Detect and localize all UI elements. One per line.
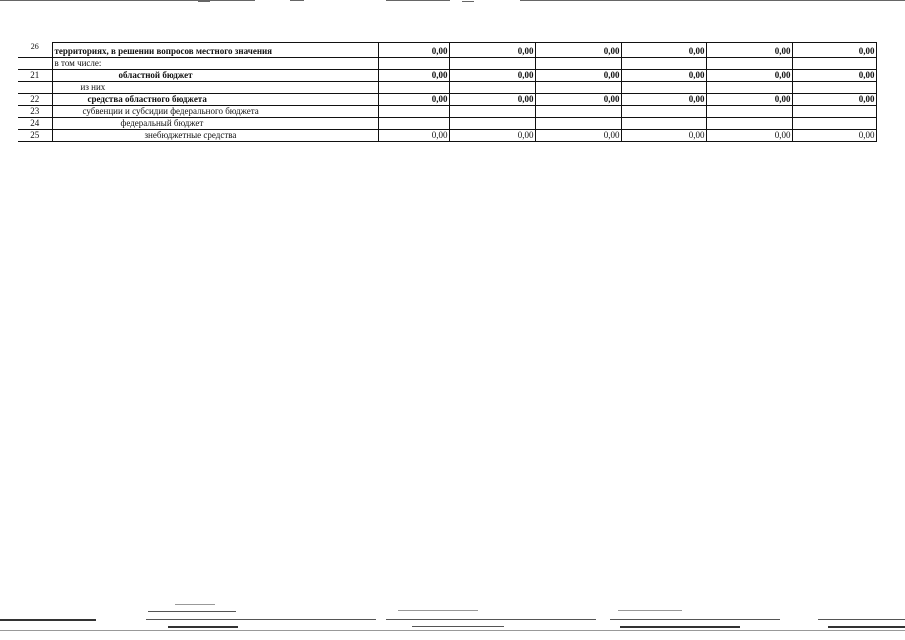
value-cell: 0,00: [535, 43, 621, 58]
value-cell: 0,00: [449, 43, 535, 58]
value-cell: 0,00: [449, 70, 535, 82]
value-cell: 0,00: [449, 94, 535, 106]
row-number: 21: [18, 70, 52, 82]
value-cell: 0,00: [792, 70, 876, 82]
value-cell: 0,00: [378, 94, 449, 106]
table-row: [18, 70, 876, 82]
table-row: [18, 58, 876, 70]
value-cell: [378, 58, 449, 70]
value-cell: [706, 118, 792, 130]
value-cell: [535, 118, 621, 130]
scan-artifact-bottom: [0, 600, 905, 640]
value-cell: 0,00: [621, 130, 706, 142]
row-description: областной бюджет: [52, 70, 378, 82]
value-cell: 0,00: [378, 43, 449, 58]
row-description: в том числе:: [52, 58, 378, 70]
value-cell: 0,00: [449, 130, 535, 142]
value-cell: [378, 82, 449, 94]
value-cell: 0,00: [792, 130, 876, 142]
row-number: 23: [18, 106, 52, 118]
value-cell: [706, 82, 792, 94]
table-row: [18, 94, 876, 106]
value-cell: [535, 58, 621, 70]
row-description: из них: [52, 82, 378, 94]
table-row: [18, 106, 876, 118]
value-cell: [449, 58, 535, 70]
value-cell: [378, 106, 449, 118]
value-cell: 0,00: [535, 70, 621, 82]
value-cell: [378, 118, 449, 130]
row-number: [18, 58, 52, 70]
value-cell: 0,00: [535, 94, 621, 106]
value-cell: 0,00: [535, 130, 621, 142]
value-cell: [535, 82, 621, 94]
value-cell: 0,00: [378, 70, 449, 82]
scan-artifact-top: [0, 0, 905, 4]
row-description: субвенции и субсидии федерального бюджета: [52, 106, 378, 118]
value-cell: 0,00: [621, 94, 706, 106]
value-cell: [792, 106, 876, 118]
row-description: федеральный бюджет: [52, 118, 378, 130]
value-cell: 0,00: [792, 43, 876, 58]
table-row: [18, 118, 876, 130]
value-cell: [621, 118, 706, 130]
row-number: 22: [18, 94, 52, 106]
value-cell: [535, 106, 621, 118]
row-number: 25: [18, 130, 52, 142]
table-row: [18, 130, 876, 142]
value-cell: 0,00: [621, 70, 706, 82]
budget-table: [18, 42, 877, 142]
value-cell: [706, 58, 792, 70]
row-number: 24: [18, 118, 52, 130]
table-row: [18, 43, 876, 58]
value-cell: [449, 82, 535, 94]
value-cell: [449, 106, 535, 118]
table-row: [18, 82, 876, 94]
value-cell: [449, 118, 535, 130]
row-description: средства областного бюджета: [52, 94, 378, 106]
value-cell: [621, 58, 706, 70]
row-number: 26: [18, 38, 52, 53]
value-cell: [621, 106, 706, 118]
row-description: территориях, в решении вопросов местного значения: [52, 43, 378, 58]
value-cell: 0,00: [621, 43, 706, 58]
value-cell: [621, 82, 706, 94]
value-cell: 0,00: [792, 94, 876, 106]
value-cell: [792, 118, 876, 130]
value-cell: 0,00: [706, 130, 792, 142]
value-cell: [792, 82, 876, 94]
value-cell: [706, 106, 792, 118]
value-cell: [792, 58, 876, 70]
value-cell: 0,00: [706, 43, 792, 58]
value-cell: 0,00: [706, 70, 792, 82]
value-cell: 0,00: [378, 130, 449, 142]
value-cell: 0,00: [706, 94, 792, 106]
row-number: [18, 82, 52, 94]
row-description: знебюджетные средства: [52, 130, 378, 142]
